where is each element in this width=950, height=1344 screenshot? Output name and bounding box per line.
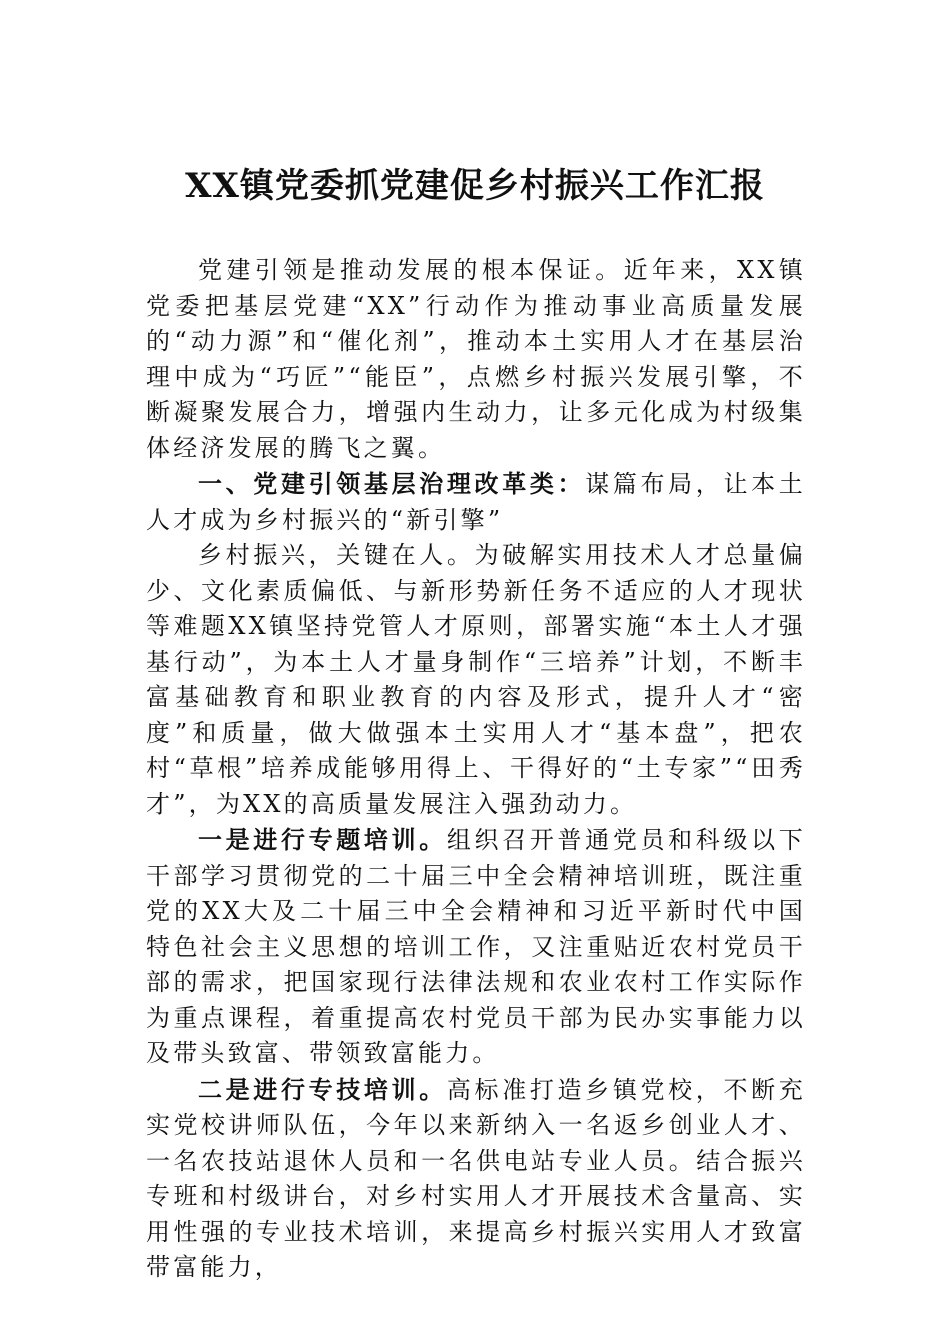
paragraph-section-heading bbox=[146, 466, 806, 538]
section-heading-lead: 一、党建引领基层治理改革类： bbox=[198, 469, 586, 498]
paragraph-lead: 二是进行专技培训。 bbox=[198, 1074, 447, 1104]
paragraph-technical-training bbox=[146, 1072, 806, 1286]
paragraph-talent-background bbox=[146, 538, 806, 822]
paragraph-text: 高标准打造乡镇党校，不断充实党校讲师队伍，今年以来新纳入一名返乡创业人才、一名农技站退休人员和一名供电站专业人员。结合振兴专班和村级讲台，对乡村实用人才开展技术含量高、实用性强的专业技术培训，来提高乡村振兴实用人才致富带富能力， bbox=[146, 1075, 806, 1281]
document-body bbox=[146, 253, 806, 1286]
paragraph-text: 组织召开普通党员和科级以下干部学习贯彻党的二十届三中全会精神培训班，既注重党的XX大及二十届三中全会精神和习近平新时代中国特色社会主义思想的培训工作，又注重贴近农村党员干部的需求，把国家现行法律法规和农业农村工作实际作为重点课程，着重提高农村党员干部为民办实事能力以及带头致富、带领致富能力。 bbox=[146, 826, 806, 1067]
document-title: XX镇党委抓党建促乡村振兴工作汇报 bbox=[185, 166, 765, 206]
paragraph-text: 谋篇布局，让本土人才成为乡村振兴的“新引擎” bbox=[146, 470, 806, 534]
paragraph-topic-training bbox=[146, 822, 806, 1072]
paragraph-text: 乡村振兴，关键在人。为破解实用技术人才总量偏少、文化素质偏低、与新形势新任务不适应的人才现状等难题XX镇坚持党管人才原则，部署实施“本土人才强基行动”，为本土人才量身制作“三培养”计划，不断丰富基础教育和职业教育的内容及形式，提升人才“密度”和质量，做大做强本土实用人才“基本盘”，把农村“草根”培养成能够用得上、干得好的“土专家”“田秀才”，为XX的高质量发展注入强劲动力。 bbox=[146, 541, 806, 818]
paragraph-intro bbox=[146, 253, 806, 466]
paragraph-text: 党建引领是推动发展的根本保证。近年来，XX镇党委把基层党建“XX”行动作为推动事业高质量发展的“动力源”和“催化剂”，推动本土实用人才在基层治理中成为“巧匠”“能臣”，点燃乡村振兴发展引擎，不断凝聚发展合力，增强内生动力，让多元化成为村级集体经济发展的腾飞之翼。 bbox=[146, 256, 806, 462]
paragraph-lead: 一是进行专题培训。 bbox=[198, 825, 447, 854]
